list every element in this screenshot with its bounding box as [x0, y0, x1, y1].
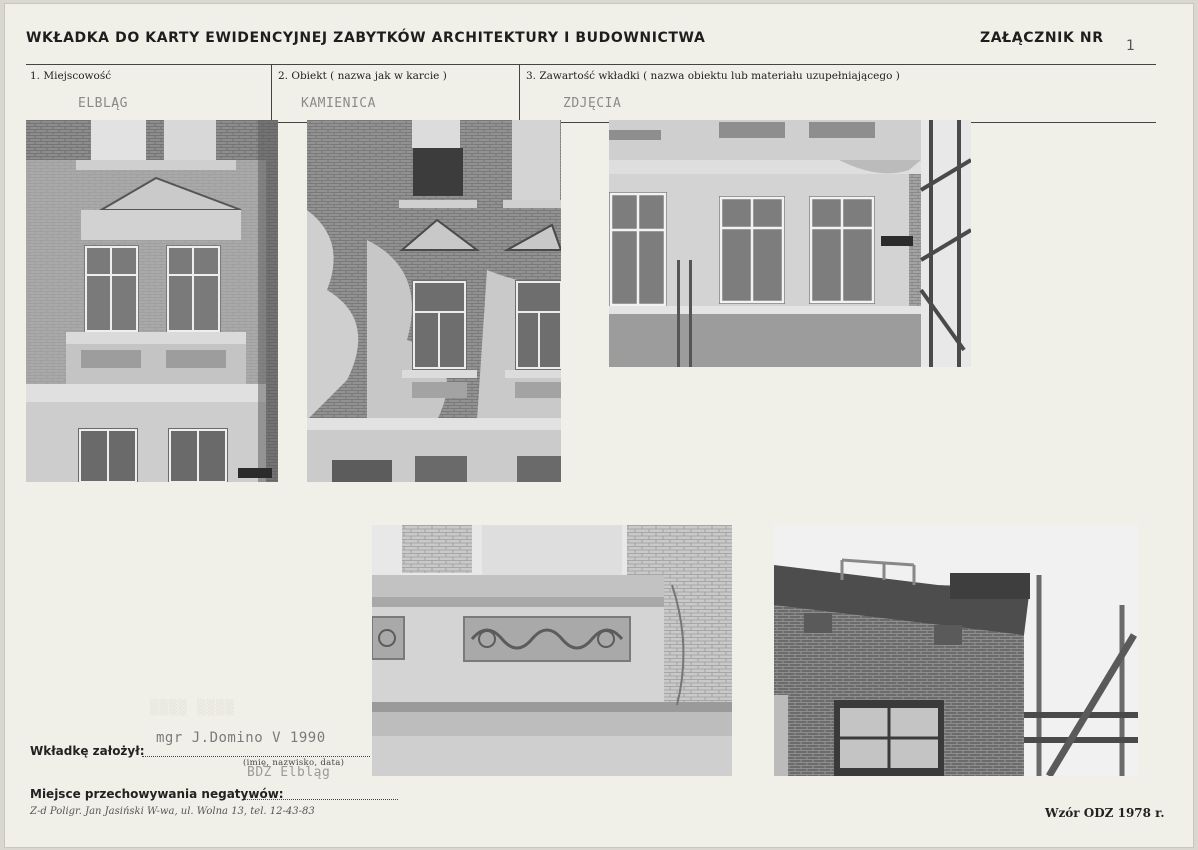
photo-facade-center	[307, 120, 561, 482]
annex-label: ZAŁĄCZNIK NR	[980, 30, 1104, 46]
photo-facade-left	[26, 120, 278, 482]
header-rule	[26, 64, 1156, 65]
form-title: WKŁADKA DO KARTY EWIDENCYJNEJ ZABYTKÓW ARCHITEKTURY I BUDOWNICTWA	[26, 30, 706, 46]
form-code: Wzór ODZ 1978 r.	[1045, 806, 1165, 820]
author-dotted-line	[142, 755, 370, 757]
photo-cornice-scaffolding	[774, 525, 1138, 776]
photo-frieze-detail	[372, 525, 732, 776]
author-hint: (imię, nazwisko, data)	[243, 758, 345, 768]
field-divider-1	[271, 64, 272, 122]
field-value-locality: ELBLĄG	[78, 96, 128, 111]
field-divider-2	[519, 64, 520, 122]
faint-stamp-residue: ▒▒▒▒ ▒▒▒▒	[150, 700, 235, 716]
field-label-locality: 1. Miejscowość	[30, 70, 112, 82]
field-value-object: KAMIENICA	[301, 96, 376, 111]
photo-facade-upper	[609, 120, 971, 367]
storage-value: BDZ Elbląg	[247, 765, 331, 780]
author-value: mgr J.Domino V 1990	[156, 730, 326, 746]
field-value-content: ZDJĘCIA	[563, 96, 622, 111]
field-label-content: 3. Zawartość wkładki ( nazwa obiektu lub materiału uzupełniającego )	[526, 70, 900, 82]
printer-imprint: Z-d Poligr. Jan Jasiński W-wa, ul. Wolna 13, tel. 12-43-83	[30, 806, 315, 817]
field-label-object: 2. Obiekt ( nazwa jak w karcie )	[278, 70, 447, 82]
annex-number: 1	[1126, 38, 1135, 54]
storage-dotted-line	[244, 798, 398, 800]
author-label: Wkładkę założył:	[30, 744, 145, 758]
storage-label: Miejsce przechowywania negatywów:	[30, 787, 284, 801]
